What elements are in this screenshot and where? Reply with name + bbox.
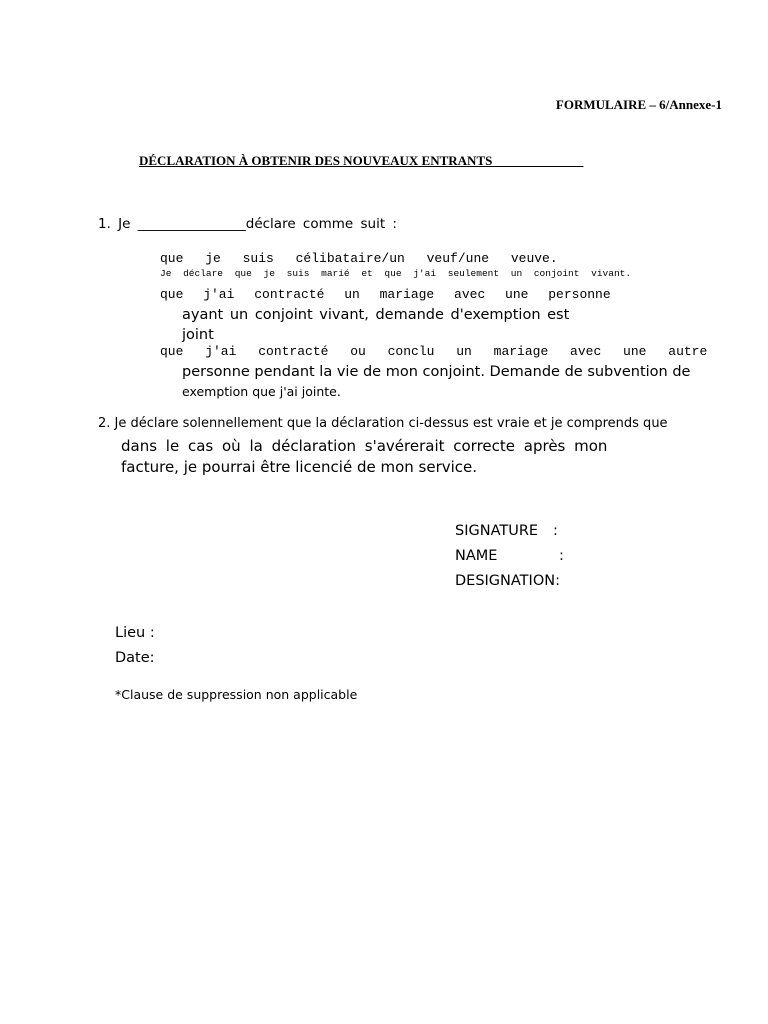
- option-spouse-living-cont1: ayant un conjoint vivant, demande d'exemption est: [182, 307, 570, 323]
- designation-label: DESIGNATION:: [455, 573, 560, 589]
- option-other-marriage-cont1: personne pendant la vie de mon conjoint. Demande de subvention de: [182, 364, 691, 380]
- option-spouse-living: que j'ai contracté un mariage avec une personne: [160, 287, 611, 302]
- declaration-item-2-cont1: dans le cas où la déclaration s'avérerait correcte après mon: [121, 437, 608, 455]
- declaration-item-1: 1. Je ________________déclare comme suit :: [98, 216, 397, 232]
- name-row: [455, 548, 564, 564]
- name-colon: :: [559, 548, 564, 564]
- declaration-item-2-cont2: facture, je pourrai être licencié de mon service.: [121, 458, 478, 476]
- signature-label: SIGNATURE: [455, 523, 539, 539]
- name-label: NAME: [455, 548, 498, 564]
- date-label: Date:: [115, 650, 155, 666]
- designation-row: [455, 573, 560, 589]
- option-single: que je suis célibataire/un veuf/une veuve.: [160, 251, 558, 266]
- declaration-item-2: 2. Je déclare solennellement que la déclaration ci-dessus est vraie et je comprends que: [98, 416, 668, 431]
- option-other-marriage: que j'ai contracté ou conclu un mariage avec une autre: [160, 344, 708, 359]
- place-label: Lieu :: [115, 625, 155, 641]
- signature-row: [455, 523, 558, 539]
- option-other-marriage-cont2: exemption que j'ai jointe.: [182, 384, 341, 399]
- footnote: *Clause de suppression non applicable: [115, 687, 358, 702]
- page-title: DÉCLARATION À OBTENIR DES NOUVEAUX ENTRANTS______________: [139, 153, 584, 168]
- form-id: FORMULAIRE – 6/Annexe-1: [555, 97, 722, 112]
- option-spouse-living-cont2: joint: [182, 327, 214, 343]
- signature-colon: :: [553, 523, 558, 539]
- option-married-note: Je déclare que je suis marié et que j'ai seulement un conjoint vivant.: [160, 268, 632, 279]
